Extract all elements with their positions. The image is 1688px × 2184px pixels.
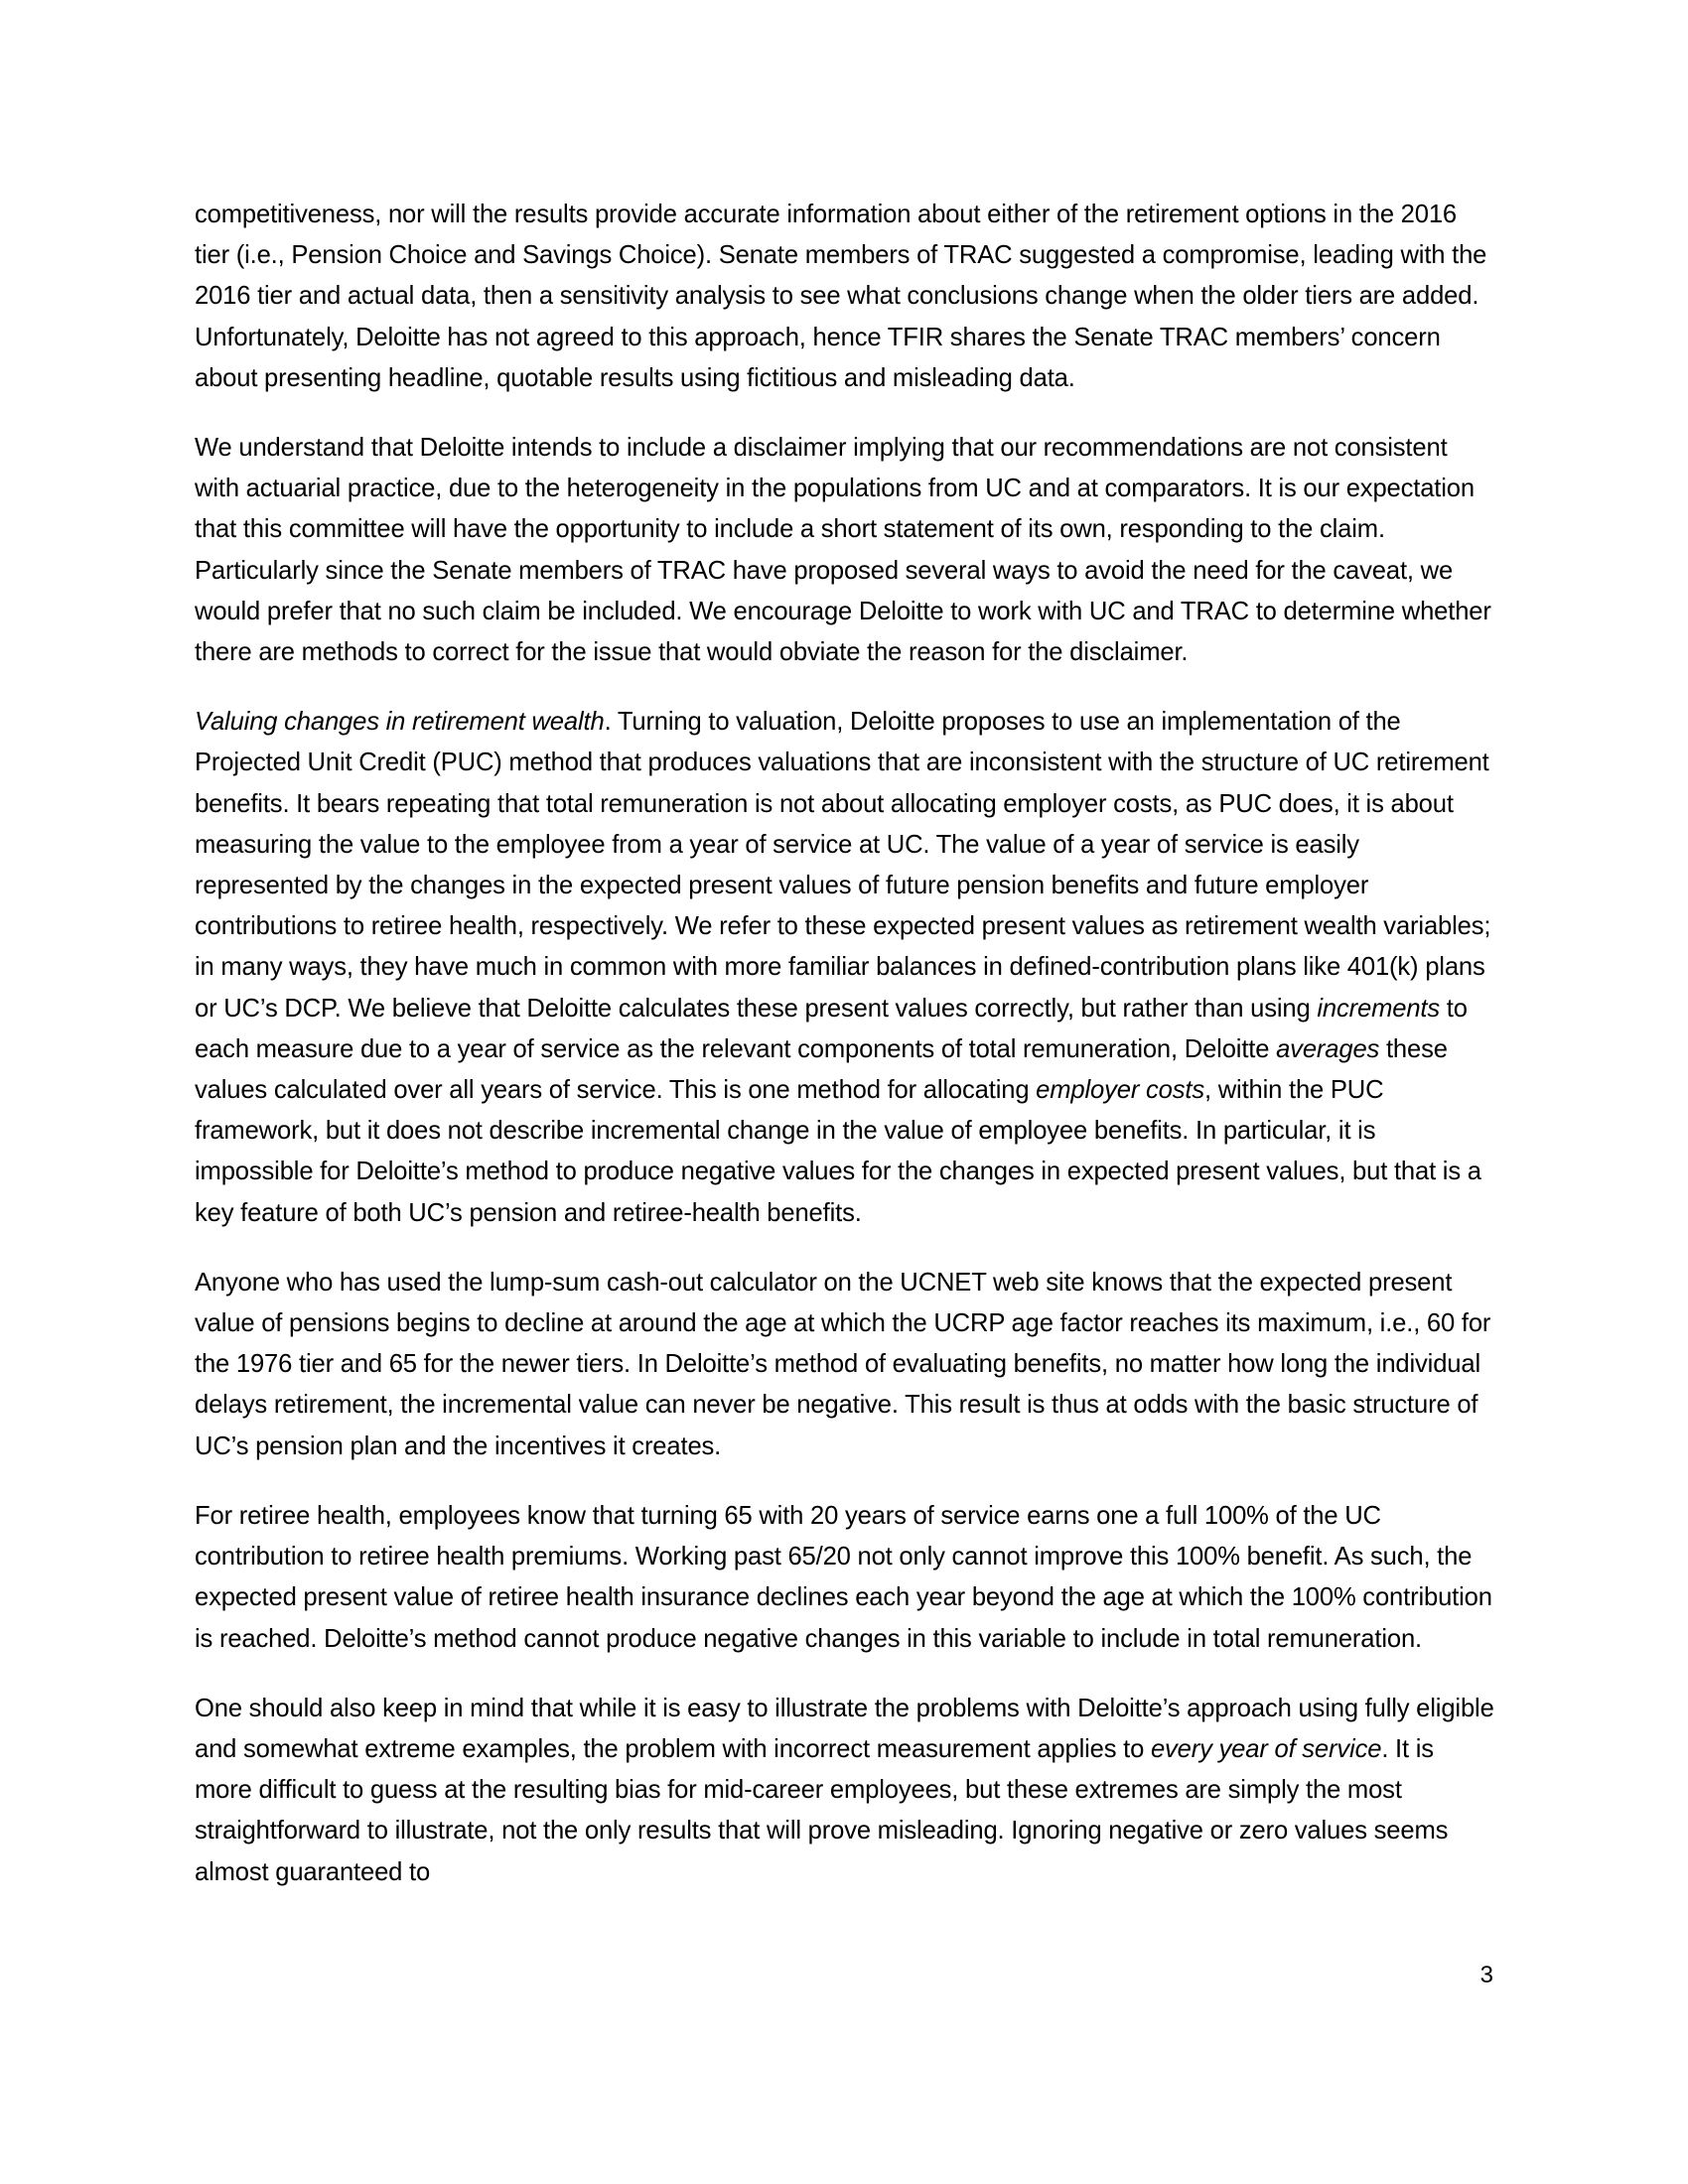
- emphasis-text: every year of service: [1150, 1734, 1382, 1763]
- paragraph-1: competitiveness, nor will the results provide accurate information about either of the retirement options in the 2016 tier (i.e., Pension Choice and Savings Choice). Senate members of TRAC suggested a compromise, leading with the 2016 tier and actual data, then a sensitivity analysis to see what conclusions change when the older tiers are added. Unfortunately, Deloitte has not agreed to this approach, hence TFIR shares the Senate TRAC members’ concern about presenting headline, quotable results using fictitious and misleading data.: [195, 201, 1487, 392]
- document-body: [195, 195, 1495, 1893]
- emphasis-text: Valuing changes in retirement wealth: [195, 708, 605, 737]
- emphasis-text: averages: [1276, 1034, 1380, 1063]
- paragraph-3: Valuing changes in retirement wealth. Turning to valuation, Deloitte proposes to use an implementation of the Projected Unit Credit (PUC) method that produces valuations that are inconsistent with the structure of UC retirement benefits. It bears repeating that total remuneration is not about allocating employer costs, as PUC does, it is about measuring the value to the employee from a year of service at UC. The value of a year of service is easily represented by the changes in the expected present values of future pension benefits and future employer contributions to retiree health, respectively. We refer to these expected present values as retirement wealth variables; in many ways, they have much in common with more familiar balances in defined-contribution plans like 401(k) plans or UC’s DCP. We believe that Deloitte calculates these present values correctly, but rather than using increments to each measure due to a year of service as the relevant components of total remuneration, Deloitte averages these values calculated over all years of service. This is one method for allocating employer costs, within the PUC framework, but it does not describe incremental change in the value of employee benefits. In particular, it is impossible for Deloitte’s method to produce negative values for the changes in expected present values, but that is a key feature of both UC’s pension and retiree-health benefits.: [195, 708, 1491, 1227]
- paragraph-6: One should also keep in mind that while it is easy to illustrate the problems with Deloitte’s approach using fully eligible and somewhat extreme examples, the problem with incorrect measurement applies to every year of service. It is more difficult to guess at the resulting bias for mid-career employees, but these extremes are simply the most straightforward to illustrate, not the only results that will prove misleading. Ignoring negative or zero values seems almost guaranteed to: [195, 1694, 1494, 1886]
- paragraph-5: For retiree health, employees know that turning 65 with 20 years of service earns one a full 100% of the UC contribution to retiree health premiums. Working past 65/20 not only cannot improve this 100% benefit. As such, the expected present value of retiree health insurance declines each year beyond the age at which the 100% contribution is reached. Deloitte’s method cannot produce negative changes in this variable to include in total remuneration.: [195, 1501, 1492, 1653]
- paragraph-4: Anyone who has used the lump-sum cash-out calculator on the UCNET web site knows that the expected present value of pensions begins to decline at around the age at which the UCRP age factor reaches its maximum, i.e., 60 for the 1976 tier and 65 for the newer tiers. In Deloitte’s method of evaluating benefits, no matter how long the individual delays retirement, the incremental value can never be negative. This result is thus at odds with the basic structure of UC’s pension plan and the incentives it creates.: [195, 1268, 1491, 1460]
- page-number: 3: [1479, 1962, 1493, 1988]
- emphasis-text: increments: [1317, 994, 1441, 1023]
- emphasis-text: employer costs: [1036, 1076, 1204, 1105]
- paragraph-2: We understand that Deloitte intends to include a disclaimer implying that our recommendations are not consistent with actuarial practice, due to the heterogeneity in the populations from UC and at comparators. It is our expectation that this committee will have the opportunity to include a short statement of its own, responding to the claim. Particularly since the Senate members of TRAC have proposed several ways to avoid the need for the caveat, we would prefer that no such claim be included. We encourage Deloitte to work with UC and TRAC to determine whether there are methods to correct for the issue that would obviate the reason for the disclaimer.: [195, 434, 1491, 667]
